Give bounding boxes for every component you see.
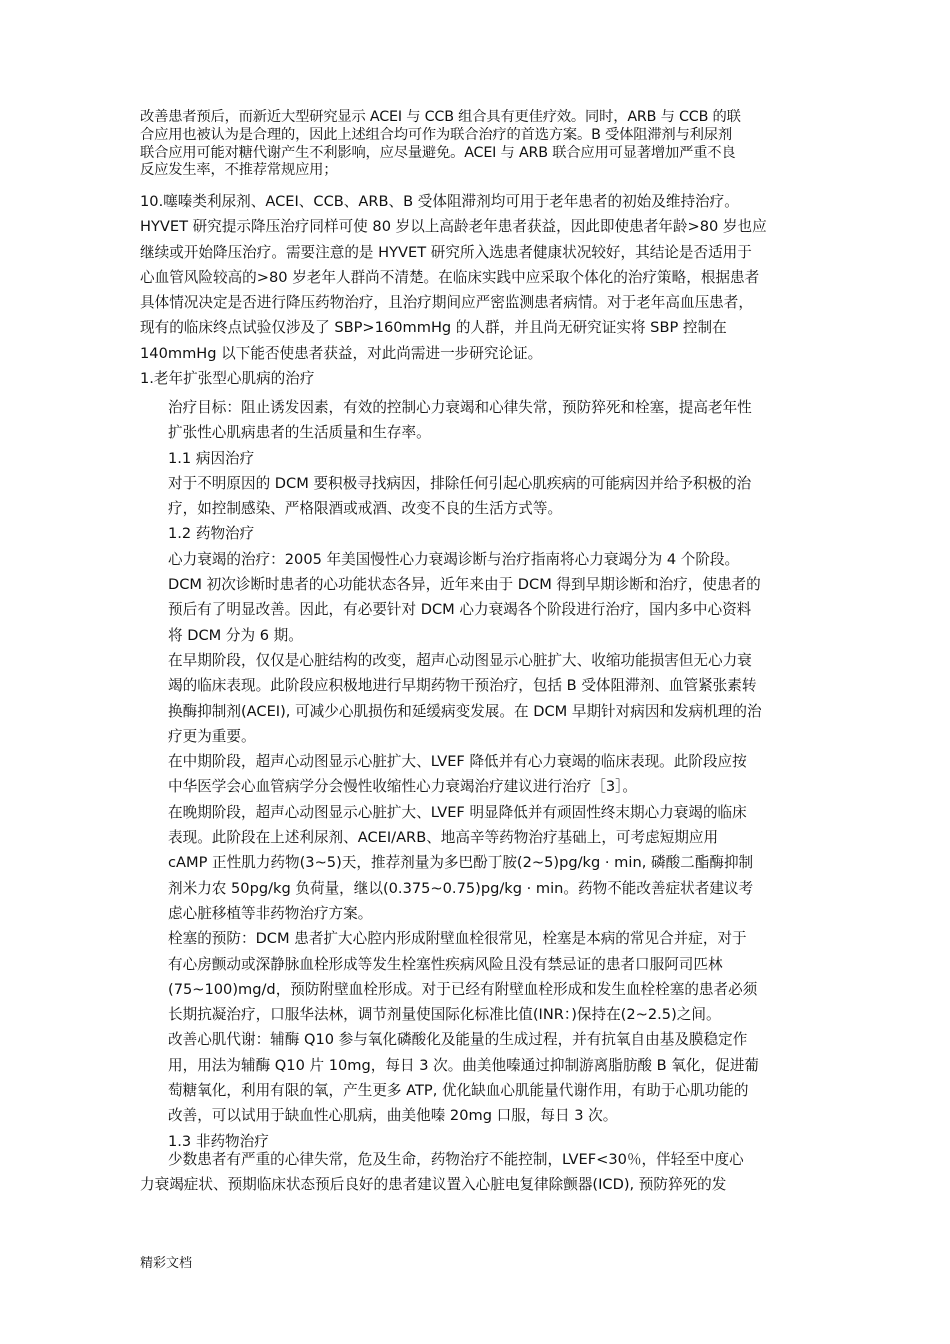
- text-line: 在晚期阶段，超声心动图显示心脏扩大、LVEF 明显降低并有顽固性终末期心力衰竭的临床: [168, 803, 747, 821]
- text-line: 扩张性心肌病患者的生活质量和生存率。: [168, 424, 431, 442]
- subsection-heading: 1.2 药物治疗: [168, 525, 255, 543]
- subsection-heading: 1.3 非药物治疗: [168, 1132, 269, 1150]
- text-line: (75~100)mg/d，预防附壁血栓形成。对于已经有附壁血栓形成和发生血栓栓塞的患者必须: [168, 980, 758, 998]
- text-line: 剂米力农 50pg/kg 负荷量，继以(0.375~0.75)pg/kg · min。药物不能改善症状者建议考: [168, 879, 754, 897]
- text-line: 栓塞的预防：DCM 患者扩大心腔内形成附壁血栓很常见，栓塞是本病的常见合并症，对于: [168, 930, 747, 948]
- text-line: 竭的临床表现。此阶段应积极地进行早期药物干预治疗，包括 B 受体阻滞剂、血管紧张素转: [168, 677, 757, 695]
- text-line: 在早期阶段，仅仅是心脏结构的改变，超声心动图显示心脏扩大、收缩功能损害但无心力衰: [168, 651, 752, 669]
- text-line: 140mmHg 以下能否使患者获益，对此尚需进一步研究论证。: [140, 344, 543, 362]
- text-line: 疗更为重要。: [168, 727, 256, 745]
- text-line: cAMP 正性肌力药物(3~5)天，推荐剂量为多巴酚丁胺(2~5)pg/kg · min, 磷酸二酯酶抑制: [168, 854, 754, 872]
- text-line: 改善，可以试用于缺血性心肌病，曲美他嗪 20mg 口服，每日 3 次。: [168, 1107, 618, 1125]
- text-line: 换酶抑制剂(ACEI), 可减少心肌损伤和延缓病变发展。在 DCM 早期针对病因和发病机理的治: [168, 702, 762, 720]
- text-line: HYVET 研究提示降压治疗同样可使 80 岁以上高龄老年患者获益，因此即使患者年龄>80 岁也应: [140, 218, 767, 236]
- text-line: 具体情况决定是否进行降压药物治疗，且治疗期间应严密监测患者病情。对于老年高血压患者，: [140, 294, 753, 312]
- text-line: 改善患者预后，而新近大型研究显示 ACEI 与 CCB 组合具有更佳疗效。同时，ARB 与 CCB 的联: [140, 109, 741, 125]
- text-line: 疗，如控制感染、严格限酒或戒酒、改变不良的生活方式等。: [168, 500, 563, 518]
- text-line: 将 DCM 分为 6 期。: [168, 626, 303, 644]
- footer-label: 精彩文档: [140, 1256, 193, 1271]
- text-line: 10.噻嗪类利尿剂、ACEI、CCB、ARB、B 受体阻滞剂均可用于老年患者的初始及维持治疗。: [140, 193, 739, 210]
- section-heading: 1.老年扩张型心肌病的治疗: [140, 370, 315, 388]
- section-dcm-treatment: [140, 395, 848, 1154]
- text-line: 长期抗凝治疗，口服华法林，调节剂量使国际化标准比值(INR：)保持在(2~2.5)之间。: [168, 1006, 721, 1024]
- paragraph-elderly-treatment: [140, 189, 820, 391]
- text-line: 治疗目标：阻止诱发因素，有效的控制心力衰竭和心律失常，预防猝死和栓塞，提高老年性: [168, 399, 752, 416]
- text-line: 在中期阶段，超声心动图显示心脏扩大、LVEF 降低并有心力衰竭的临床表现。此阶段应按: [168, 753, 747, 771]
- text-line: 有心房颤动或深静脉血栓形成等发生栓塞性疾病风险且没有禁忌证的患者口服阿司匹林: [168, 955, 723, 973]
- text-line: 表现。此阶段在上述利尿剂、ACEI/ARB、地高辛等药物治疗基础上，可考虑短期应用: [168, 829, 719, 847]
- text-line: 合应用也被认为是合理的，因此上述组合均可作为联合治疗的首选方案。B 受体阻滞剂与利尿剂: [140, 126, 732, 143]
- text-line: 继续或开始降压治疗。需要注意的是 HYVET 研究所入选患者健康状况较好，其结论是否适用于: [140, 243, 752, 261]
- text-line: 力衰竭症状、预期临床状态预后良好的患者建议置入心脏电复律除颤器(ICD), 预防猝死的发: [140, 1176, 727, 1194]
- text-line: 预后有了明显改善。因此，有必要针对 DCM 心力衰竭各个阶段进行治疗，国内多中心资料: [168, 601, 752, 619]
- text-line: 萄糖氧化，利用有限的氧，产生更多 ATP, 优化缺血心肌能量代谢作用，有助于心肌功能的: [168, 1082, 749, 1100]
- text-line: 心血管风险较高的>80 岁老年人群尚不清楚。在临床实践中应采取个体化的治疗策略，根据患者: [140, 268, 760, 286]
- text-line: 对于不明原因的 DCM 要积极寻找病因，排除任何引起心肌疾病的可能病因并给予积极的治: [168, 474, 752, 492]
- text-line: 改善心肌代谢：辅酶 Q10 参与氧化磷酸化及能量的生成过程，并有抗氧自由基及膜稳定作: [168, 1031, 748, 1049]
- subsection-heading: 1.1 病因治疗: [168, 449, 255, 467]
- text-line: 中华医学会心血管病学分会慢性收缩性心力衰竭治疗建议进行治疗［3］。: [168, 778, 637, 796]
- text-line: 现有的临床终点试验仅涉及了 SBP>160mmHg 的人群，并且尚无研究证实将 SBP 控制在: [140, 319, 727, 337]
- text-line: 联合应用可能对糖代谢产生不利影响，应尽量避免。ACEI 与 ARB 联合应用可显著增加严重不良: [140, 144, 736, 161]
- text-line: 少数患者有严重的心律失常，危及生命，药物治疗不能控制，LVEF<30％，伴轻至中度心: [168, 1151, 744, 1168]
- text-line: 用，用法为辅酶 Q10 片 10mg，每日 3 次。曲美他嗪通过抑制游离脂肪酸 B 氧化，促进葡: [168, 1056, 759, 1074]
- text-line: 心力衰竭的治疗：2005 年美国慢性心力衰竭诊断与治疗指南将心力衰竭分为 4 个阶段。: [168, 550, 740, 568]
- text-line: 反应发生率，不推荐常规应用；: [140, 162, 338, 179]
- text-line: 虑心脏移植等非药物治疗方案。: [168, 904, 373, 922]
- text-line: DCM 初次诊断时患者的心功能状态各异，近年来由于 DCM 得到早期诊断和治疗，使患者的: [168, 576, 761, 594]
- paragraph-combination-therapy: [140, 109, 820, 180]
- paragraph-non-drug-treatment: [140, 1147, 820, 1198]
